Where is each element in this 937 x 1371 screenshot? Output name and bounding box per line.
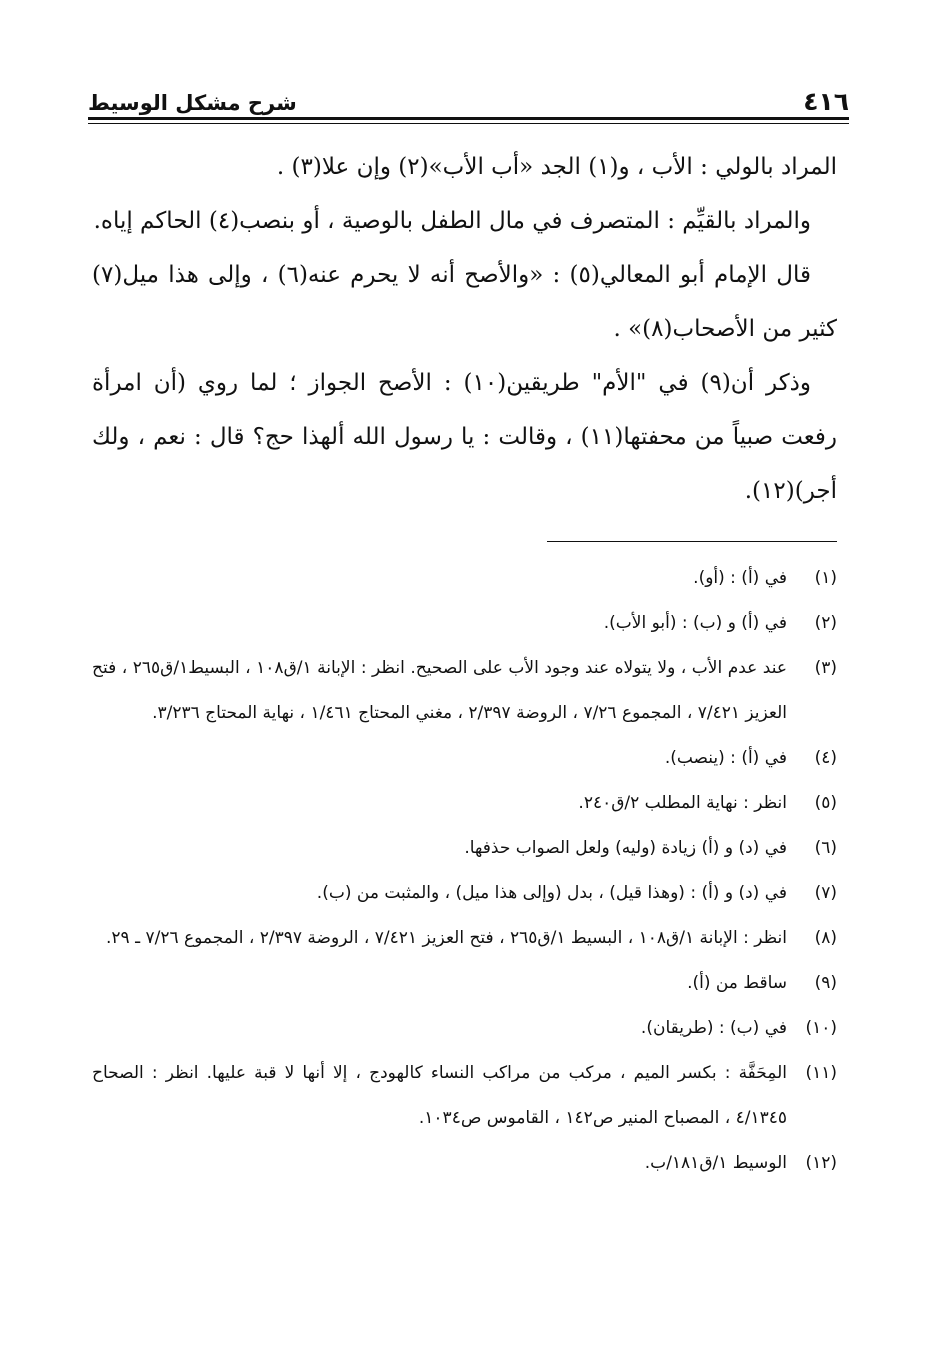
footnote: [92, 961, 837, 1006]
footnote-text: في (د) و (أ) زيادة (وليه) ولعل الصواب حذفها.: [464, 838, 787, 858]
footnote-number: (٦): [814, 838, 837, 858]
footnote-number: (١): [814, 568, 837, 588]
footnote: [92, 1051, 837, 1141]
footnote-text: المِحَفَّة : بكسر الميم ، مركب من مراكب النساء كالهودج ، إلا أنها لا قبة عليها. انظر : الصحاح ٤/١٣٤٥ ، المصباح المنير ص١٤٢ ، القاموس ص١٠٣٤.: [92, 1063, 787, 1128]
page-header: [88, 74, 849, 114]
footnote: [92, 646, 837, 736]
footnote-number: (٨): [814, 928, 837, 948]
footnote-text: عند عدم الأب ، ولا يتولاه عند وجود الأب على الصحيح. انظر : الإبانة ١/ق١٠٨ ، البسيط١/ق٢٦٥ ، فتح العزيز ٧/٤٢١ ، المجموع ٧/٢٦ ، الروضة ٢/٣٩٧ ، مغني المحتاج ١/٤٦١ ، نهاية المحتاج ٣/٢٣٦.: [92, 658, 787, 723]
footnote-separator: [547, 541, 837, 542]
paragraph-3: [92, 248, 837, 356]
paragraph-text: والمراد بالقيِّم : المتصرف في مال الطفل بالوصية ، أو بنصب(٤) الحاكم إياه.: [93, 208, 811, 234]
page-number: ٤١٦: [803, 87, 849, 116]
footnote: [92, 781, 837, 826]
footnote-text: في (أ) : (ينصب).: [664, 748, 787, 768]
footnote: [92, 1141, 837, 1186]
footnote-number: (٤): [814, 748, 837, 768]
footnote: [92, 736, 837, 781]
paragraph-text: وذكر أن(٩) في "الأم" طريقين(١٠) : الأصح الجواز ؛ لما روي (أن امرأة رفعت صبياً من محفتها(١١) ، وقالت : يا رسول الله ألهذا حج؟ قال : نعم ، ولك أجر)(١٢).: [92, 370, 837, 504]
footnote-number: (١٢): [805, 1153, 837, 1173]
footnote-number: (١١): [805, 1063, 837, 1083]
paragraph-text: قال الإمام أبو المعالي(٥) : «والأصح أنه لا يحرم عنه(٦) ، وإلى هذا ميل(٧) كثير من الأصحاب(٨)» .: [92, 262, 837, 342]
footnote-number: (١٠): [805, 1018, 837, 1038]
footnote-text: ساقط من (أ).: [687, 973, 787, 993]
footnote-text: في (ب) : (طريقان).: [640, 1018, 787, 1038]
paragraph-text: المراد بالولي : الأب ، و(١) الجد «أب الأب»(٢) وإن علا(٣) .: [276, 154, 837, 180]
footnote-number: (٧): [814, 883, 837, 903]
paragraph-4: [92, 356, 837, 518]
footnote-text: انظر : الإبانة ١/ق١٠٨ ، البسيط ١/ق٢٦٥ ، فتح العزيز ٧/٤٢١ ، الروضة ٢/٣٩٧ ، المجموع ٧/٢٦ ـ ٢٩.: [106, 928, 787, 948]
footnote-number: (٢): [814, 613, 837, 633]
footnotes: [92, 556, 837, 1186]
running-title: شرح مشكل الوسيط: [88, 91, 297, 115]
footnote-number: (٥): [814, 793, 837, 813]
header-rule-thick: [88, 117, 849, 120]
footnote-text: في (أ) و (ب) : (أبو الأب).: [603, 613, 787, 633]
footnote: [92, 556, 837, 601]
main-text: [92, 140, 837, 518]
footnote-text: في (د) و (أ) : (وهذا قيل) ، بدل (وإلى هذا ميل) ، والمثبت من (ب).: [316, 883, 787, 903]
footnote: [92, 871, 837, 916]
footnote: [92, 916, 837, 961]
footnote-number: (٣): [814, 658, 837, 678]
header-rule-thin: [88, 123, 849, 124]
footnote-number: (٩): [814, 973, 837, 993]
footnote-text: انظر : نهاية المطلب ٢/ق٢٤٠.: [578, 793, 787, 813]
footnote: [92, 1006, 837, 1051]
footnote: [92, 601, 837, 646]
paragraph-2: [92, 194, 837, 248]
footnote-text: الوسيط ١/ق١٨١/ب.: [644, 1153, 787, 1173]
footnote-text: في (أ) : (أو).: [693, 568, 787, 588]
paragraph-1: [92, 140, 837, 194]
footnote: [92, 826, 837, 871]
